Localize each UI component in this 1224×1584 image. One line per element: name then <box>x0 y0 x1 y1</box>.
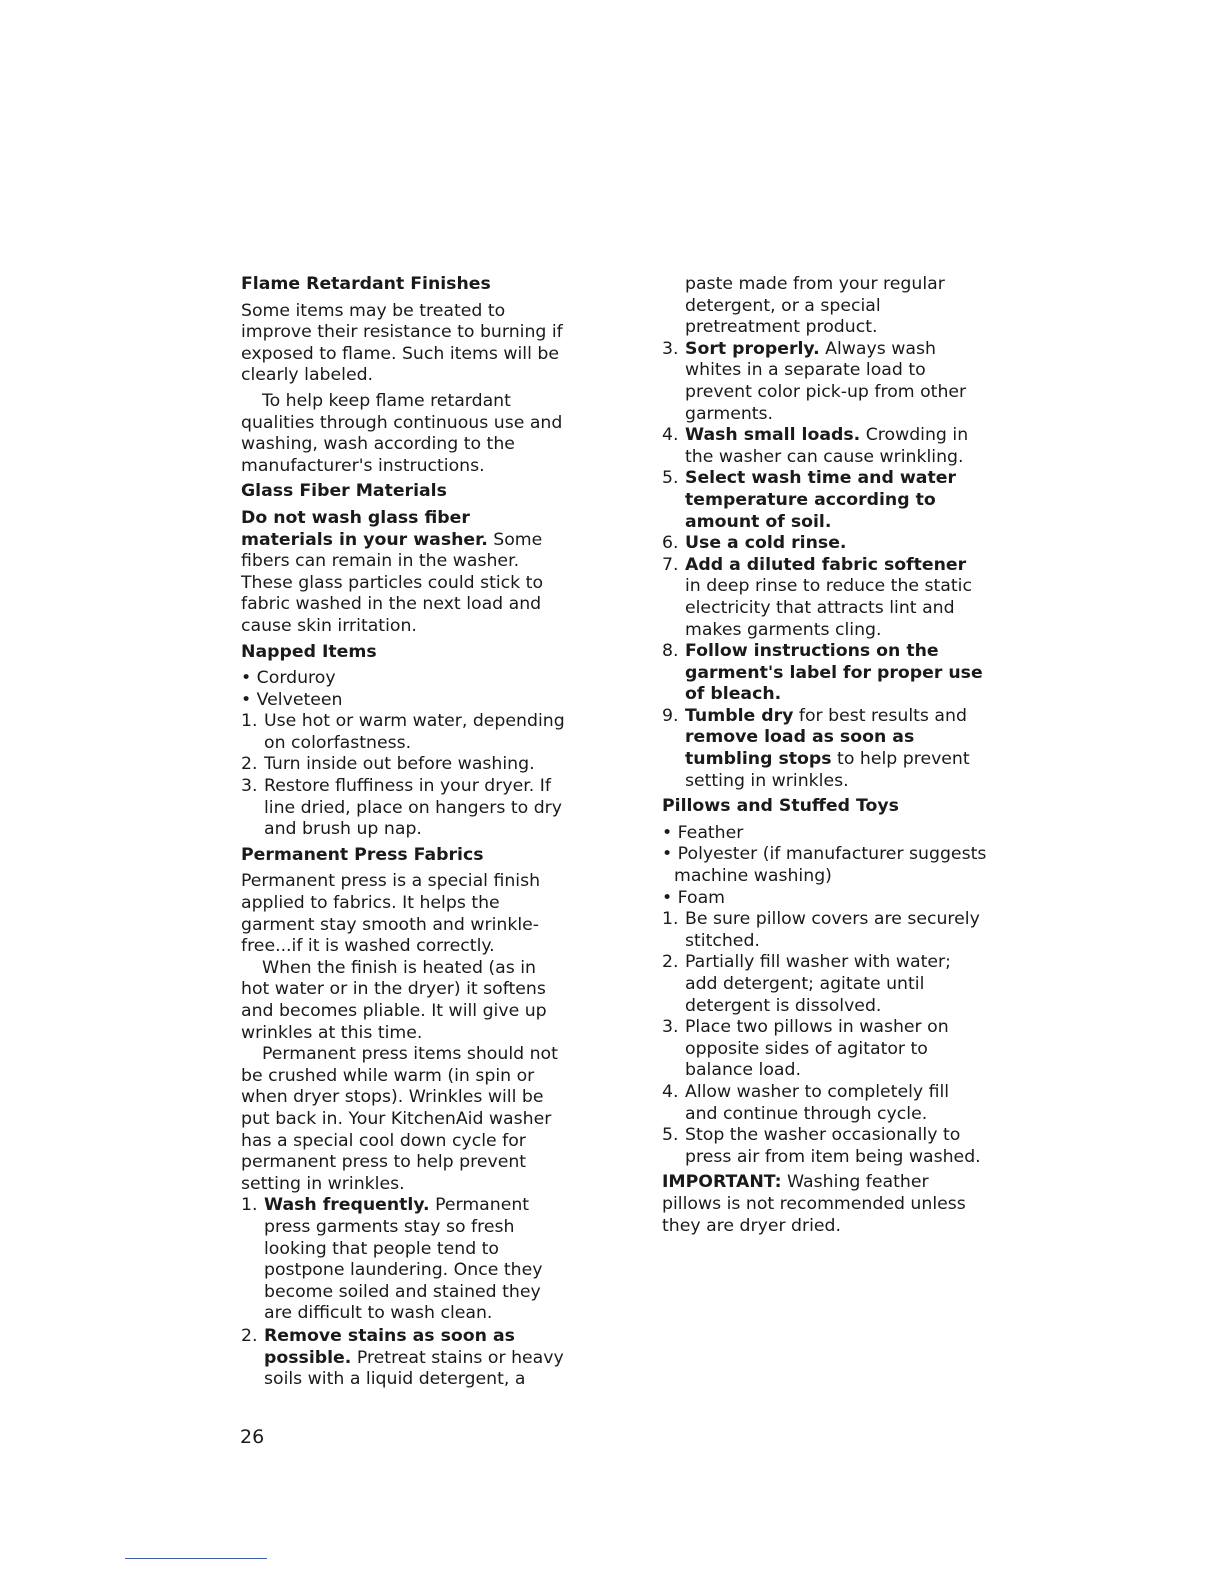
step-number: 5. <box>662 1125 679 1146</box>
bottom-rule <box>125 1558 267 1559</box>
step-number: 1. <box>241 1195 258 1216</box>
flame-heading: Flame Retardant Finishes <box>241 274 491 294</box>
flame-paragraph-2: To help keep flame retardant qualities through continuous use and washing, wash according to the manufacturer's instructions. <box>241 390 563 476</box>
glass-warning: Do not wash glass fiber materials in your washer. <box>241 507 488 550</box>
step-number: 8. <box>662 641 679 662</box>
step-number: 2. <box>241 754 258 775</box>
permanent-paragraph-3: Permanent press items should not be crushed while warm (in spin or when dryer stops). Wrinkles will be put back in. Your KitchenAid washer has a special cool down cycle for permanent press to help prevent setting in wrinkles. <box>241 1044 558 1194</box>
page-number: 26 <box>240 1426 265 1448</box>
step-number: 7. <box>662 554 679 575</box>
step-text: Always wash whites in a separate load to prevent color pick-up from other garments. <box>685 338 967 424</box>
step-bold: Sort properly. <box>685 338 820 359</box>
step-number: 4. <box>662 1081 679 1102</box>
pillows-step <box>662 952 987 1017</box>
permanent-heading: Permanent Press Fabrics <box>241 844 484 865</box>
step-number: 5. <box>662 468 679 489</box>
napped-steps <box>241 711 566 841</box>
step-text: Pretreat stains or heavy soils with a liquid detergent, a <box>264 1347 564 1390</box>
step-bold: Wash frequently. <box>264 1195 430 1216</box>
permanent-step <box>662 533 987 555</box>
pillows-heading: Pillows and Stuffed Toys <box>662 796 899 817</box>
step-text: Crowding in the washer can cause wrinkling. <box>685 425 969 467</box>
step-2-continuation: paste made from your regular detergent, or a special pretreatment product. <box>685 274 945 338</box>
napped-step <box>241 776 566 841</box>
step-text: Turn inside out before washing. <box>264 754 535 775</box>
pillows-step <box>662 1017 987 1082</box>
permanent-steps <box>241 1195 566 1390</box>
step-text: Partially fill washer with water; add detergent; agitate until detergent is dissolved. <box>685 952 951 1016</box>
step-bold: Wash small loads. <box>685 425 861 446</box>
pillows-bullet: • Polyester (if manufacturer suggests machine washing) <box>662 844 987 887</box>
permanent-step <box>241 1195 566 1325</box>
step-number: 3. <box>662 1017 679 1038</box>
napped-bullet: • Velveteen <box>241 689 343 710</box>
napped-bullet: • Corduroy <box>241 668 336 689</box>
step-text: in deep rinse to reduce the static electricity that attracts lint and makes garments cling. <box>685 576 972 640</box>
permanent-step <box>662 339 987 425</box>
step-bold: Select wash time and water temperature according to amount of soil. <box>685 468 956 532</box>
step-bold: Add a diluted fabric softener <box>685 554 967 575</box>
pillows-bullets <box>662 823 987 909</box>
step-text: Stop the washer occasionally to press air from item being washed. <box>685 1125 981 1167</box>
pillows-step <box>662 1125 987 1168</box>
permanent-step <box>662 468 987 533</box>
left-column <box>241 274 566 1395</box>
permanent-steps-continued <box>662 339 987 792</box>
step-number: 1. <box>662 909 679 930</box>
step-text: Place two pillows in washer on opposite sides of agitator to balance load. <box>685 1017 949 1081</box>
step-number: 2. <box>241 1325 258 1346</box>
permanent-step <box>241 1326 566 1391</box>
permanent-step <box>662 555 987 641</box>
step-bold: Remove stains as soon as possible. <box>264 1325 515 1368</box>
pillows-step <box>662 1082 987 1125</box>
important-text: Washing feather pillows is not recommended unless they are dryer dried. <box>662 1172 966 1236</box>
napped-step <box>241 754 566 776</box>
step-bold: Follow instructions on the garment's label for proper use of bleach. <box>685 641 983 705</box>
step-bold: remove load as soon as tumbling stops <box>685 727 915 770</box>
step-text: Be sure pillow covers are securely stitched. <box>685 909 980 951</box>
step-number: 2. <box>662 952 679 973</box>
step-number: 6. <box>662 533 679 554</box>
step-number: 3. <box>241 776 258 797</box>
permanent-step <box>662 706 987 792</box>
step-number: 4. <box>662 425 679 446</box>
glass-heading: Glass Fiber Materials <box>241 481 447 502</box>
important-label: IMPORTANT: <box>662 1172 782 1193</box>
pillows-bullet: • Foam <box>662 887 726 908</box>
permanent-step <box>662 641 987 706</box>
pillows-step <box>662 909 987 952</box>
step-number: 1. <box>241 711 258 732</box>
permanent-paragraph-2: When the finish is heated (as in hot water or in the dryer) it softens and becomes pliable. It will give up wrinkles at this time. <box>241 957 547 1043</box>
step-number: 3. <box>662 338 679 359</box>
step-text: Allow washer to completely fill and continue through cycle. <box>685 1081 950 1124</box>
pillows-steps <box>662 909 987 1168</box>
step-text: for best results and <box>793 705 967 726</box>
glass-text: Some fibers can remain in the washer. These glass particles could stick to fabric washed in the next load and cause skin irritation. <box>241 529 544 636</box>
step-text: Permanent press garments stay so fresh looking that people tend to postpone laundering. Once they become soiled and stained they are difficult to wash clean. <box>264 1195 543 1324</box>
napped-bullets <box>241 668 566 711</box>
napped-step <box>241 711 566 754</box>
permanent-step <box>662 425 987 468</box>
permanent-paragraph-1: Permanent press is a special finish applied to fabrics. It helps the garment stay smooth and wrinkle-free...if it is washed correctly. <box>241 871 541 957</box>
step-text: to help prevent setting in wrinkles. <box>685 749 970 791</box>
glass-paragraph <box>241 508 566 638</box>
important-note <box>662 1172 987 1237</box>
step-text: Restore fluffiness in your dryer. If line dried, place on hangers to dry and brush up nap. <box>264 776 562 840</box>
step-bold: Tumble dry <box>685 705 794 726</box>
step-bold: Use a cold rinse. <box>685 533 847 554</box>
flame-paragraph-1: Some items may be treated to improve their resistance to burning if exposed to flame. Such items will be clearly labeled. <box>241 300 563 386</box>
step-number: 9. <box>662 705 679 726</box>
napped-heading: Napped Items <box>241 641 377 662</box>
pillows-bullet: • Feather <box>662 822 744 843</box>
step-text: Use hot or warm water, depending on colorfastness. <box>264 711 565 753</box>
right-column <box>662 274 987 1241</box>
